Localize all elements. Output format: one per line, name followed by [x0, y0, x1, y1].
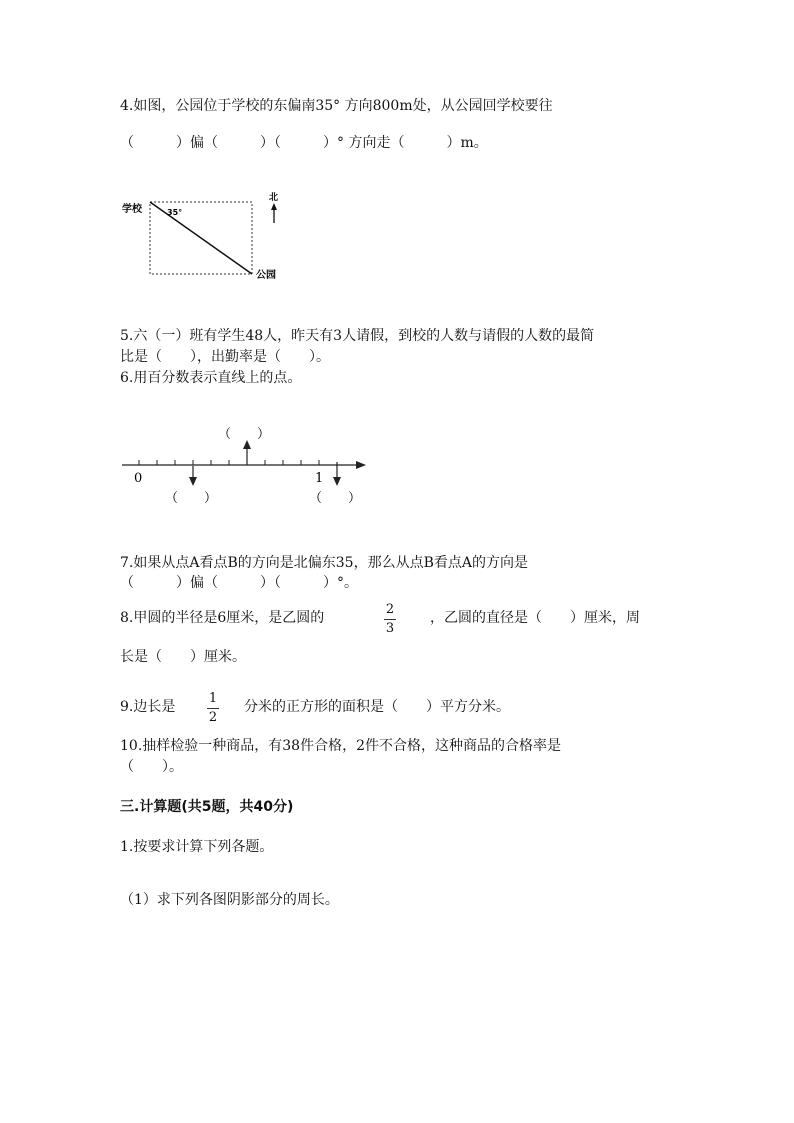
q6-text-line1: 6.用百分数表示直线上的点。	[120, 370, 302, 386]
calc-q1-sub1-text: （1）求下列各图阴影部分的周长。	[120, 892, 339, 908]
blank-left: （ ）	[165, 491, 218, 506]
axis-arrow	[356, 461, 366, 469]
down-arrow-right-head	[333, 477, 341, 486]
q9-fraction-denominator: 2	[208, 710, 218, 725]
school-label: 学校	[122, 204, 142, 215]
q9-fraction	[206, 692, 220, 725]
q7-text-line2: （ ）偏（ ）（ ）°。	[120, 575, 358, 591]
calc-q1-text: 1.按要求计算下列各题。	[120, 839, 274, 855]
q9-fraction-numerator: 1	[208, 691, 218, 706]
q8-fraction-denominator: 3	[385, 621, 395, 636]
blank-top: （ ）	[218, 427, 271, 442]
north-label: 北	[269, 193, 279, 203]
section-title: 三.计算题(共5题，共40分)	[120, 799, 294, 815]
label-one: 1	[315, 471, 324, 486]
q10-text-line1: 10.抽样检验一种商品，有38件合格，2件不合格，这种商品的合格率是	[120, 738, 561, 754]
blank-right: （ ）	[309, 491, 362, 506]
q7-text-line1: 7.如果从点A看点B的方向是北偏东35，那么从点B看点A的方向是	[120, 555, 528, 571]
q8-fraction-numerator: 2	[385, 602, 395, 617]
ticks	[139, 460, 319, 465]
q9-text-part2: 分米的正方形的面积是（ ）平方分米。	[244, 699, 510, 715]
angle-label: 35°	[167, 208, 183, 217]
q5-text-line2: 比是（ ），出勤率是（ ）。	[120, 349, 330, 365]
q8-text-part2: ，乙圆的直径是（ ）厘米，周	[430, 610, 640, 626]
label-zero: 0	[134, 471, 143, 486]
q10-text-line2: （ ）。	[120, 759, 183, 775]
q8-fraction	[383, 603, 397, 636]
park-label: 公园	[256, 270, 276, 281]
q8-text-line2: 长是（ ）厘米。	[120, 649, 246, 665]
q4-text-line2: （ ）偏（ ）（ ）° 方向走（ ）m。	[120, 135, 488, 151]
q9-text-part1: 9.边长是	[120, 699, 176, 715]
q4-text-line1: 4.如图，公园位于学校的东偏南35° 方向800m处，从公园回学校要往	[120, 98, 553, 114]
down-arrow-left-head	[189, 477, 197, 486]
q8-text-part1: 8.甲圆的半径是6厘米，是乙圆的	[120, 610, 325, 626]
q5-text-line1: 5.六（一）班有学生48人，昨天有3人请假，到校的人数与请假的人数的最简	[120, 328, 595, 344]
